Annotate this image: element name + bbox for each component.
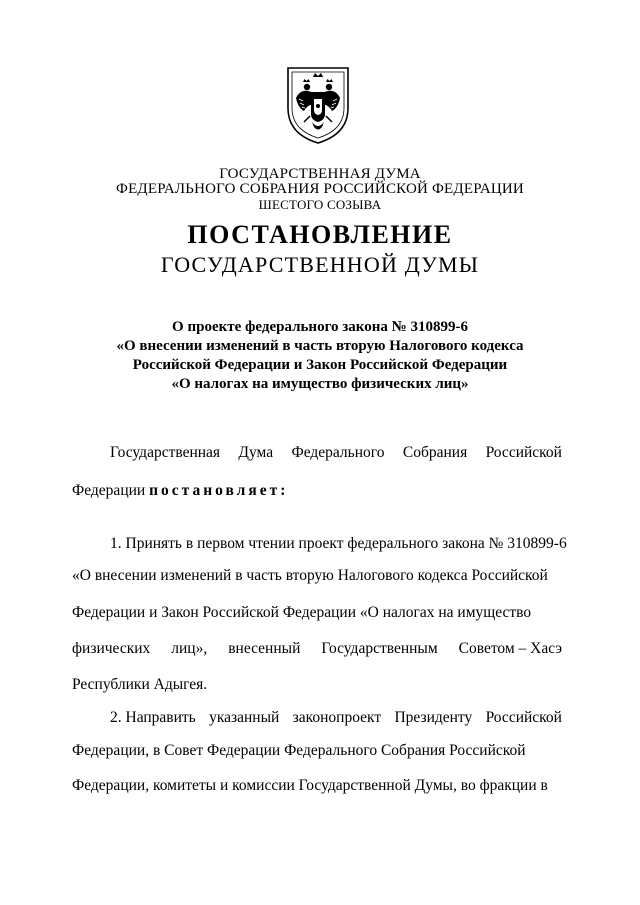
coat-of-arms-emblem	[282, 64, 354, 146]
intro-line1	[110, 444, 562, 462]
convocation-line: ШЕСТОГО СОЗЫВА	[258, 197, 382, 212]
intro-word: Федерального	[291, 444, 385, 461]
item1-line2: «О внесении изменений в часть вторую Налогового кодекса Российской	[72, 567, 548, 584]
intro-word: Собрания	[402, 444, 468, 461]
item2-word: указанный	[209, 709, 280, 726]
subject-line4: «О налогах на имущество физических лиц»	[171, 376, 469, 392]
item1-line4	[72, 640, 562, 658]
item1-word: Государственным	[321, 640, 438, 657]
item1-word: Советом – Хасэ	[458, 640, 562, 657]
item2-line1	[110, 709, 562, 727]
item2-line2: Федерации, в Совет Федерации Федерального Собрания Российской	[72, 742, 526, 759]
double-headed-eagle-icon	[282, 64, 354, 146]
item1-line1: 1. Принять в первом чтении проект федерального закона № 310899-6	[110, 535, 567, 552]
intro-word: Российской	[485, 444, 562, 461]
intro-word: Дума	[238, 444, 274, 461]
item1-word: физических	[72, 640, 151, 657]
item2-word: Российской	[485, 709, 562, 726]
intro-line2	[72, 482, 562, 500]
resolves-keyword: постановляет:	[149, 482, 289, 499]
subject-line3: Российской Федерации и Закон Российской Федерации	[132, 357, 508, 373]
intro-word: Государственная	[110, 444, 221, 461]
item1-line5: Республики Адыгея.	[72, 676, 208, 693]
item2-word: законопроект	[292, 709, 382, 726]
item2-line3: Федерации, комитеты и комиссии Государственной Думы, во фракции в	[72, 777, 548, 794]
item2-word: 2. Направить	[110, 709, 196, 726]
intro-text: Федерации	[72, 482, 146, 499]
subject-line2: «О внесении изменений в часть вторую Налогового кодекса	[116, 338, 524, 354]
item1-word: лиц»,	[171, 640, 208, 657]
item1-line3: Федерации и Закон Российской Федерации «О налогах на имущество	[72, 604, 532, 621]
org-name-line1: ГОСУДАРСТВЕННАЯ ДУМА	[219, 166, 421, 182]
document-type-title: ПОСТАНОВЛЕНИЕ	[187, 220, 453, 249]
document-subtitle: ГОСУДАРСТВЕННОЙ ДУМЫ	[160, 252, 480, 277]
item1-word: внесенный	[228, 640, 301, 657]
org-name-line2: ФЕДЕРАЛЬНОГО СОБРАНИЯ РОССИЙСКОЙ ФЕДЕРАЦИИ	[116, 181, 524, 197]
item2-word: Президенту	[394, 709, 473, 726]
subject-line1: О проекте федерального закона № 310899-6	[172, 319, 468, 335]
